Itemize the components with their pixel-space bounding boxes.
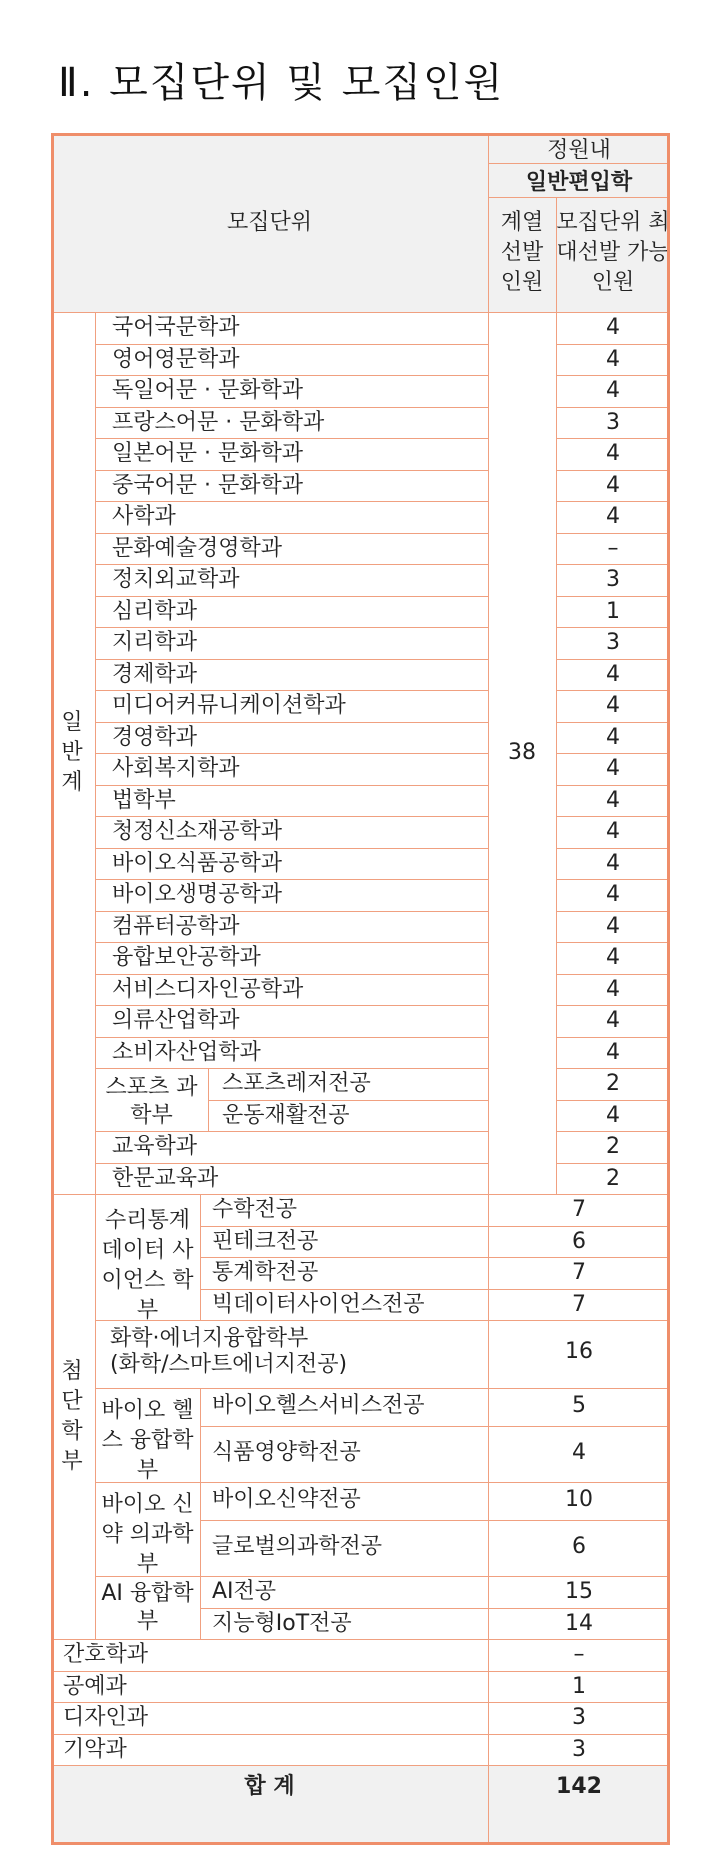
grid-line <box>200 1289 670 1290</box>
dept-name: 경영학과 <box>112 724 198 750</box>
grid-line <box>556 753 670 754</box>
dept-max: 3 <box>606 567 620 592</box>
dept-max: 4 <box>606 976 620 1002</box>
advanced-group-label: 첨단학부 <box>61 1358 83 1474</box>
major-name: 글로벌의과학전공 <box>212 1534 383 1559</box>
grid-line <box>95 848 488 849</box>
grid-line <box>200 1226 670 1227</box>
bio-health-label: 바이오 헬스 융합학부 <box>101 1398 194 1483</box>
dept-max: 4 <box>606 724 620 750</box>
grid-line <box>95 344 488 345</box>
major-count: 14 <box>565 1610 593 1636</box>
major-name: 지능형IoT전공 <box>212 1610 352 1636</box>
grid-line <box>200 1576 201 1639</box>
grid-line <box>95 659 488 660</box>
grid-line <box>95 438 488 439</box>
dept-max: 2 <box>606 1071 620 1096</box>
grid-line <box>556 438 670 439</box>
dept-name: 서비스디자인공학과 <box>112 976 304 1002</box>
dept-name: 소비자산업학과 <box>112 1039 261 1065</box>
grid-line <box>95 816 488 817</box>
dept-name: 한문교육과 <box>112 1165 219 1191</box>
major-count: 6 <box>572 1534 586 1559</box>
grid-line <box>51 1765 670 1766</box>
grid-line <box>200 1608 670 1609</box>
dept-max: 3 <box>606 409 620 435</box>
chem-name-line2: (화학/스마트에너지전공) <box>110 1352 348 1377</box>
grid-line <box>556 470 670 471</box>
dept-max: 4 <box>606 945 620 970</box>
dept-max: 4 <box>606 504 620 529</box>
general-total: 38 <box>508 740 536 765</box>
grid-line <box>556 407 670 408</box>
grid-line <box>51 1671 670 1672</box>
dept-name: 사학과 <box>112 504 176 529</box>
major-name: 통계학전공 <box>212 1260 319 1285</box>
dept-max: 4 <box>606 661 620 687</box>
grid-line <box>556 533 670 534</box>
chem-count: 16 <box>565 1339 593 1364</box>
dept-name: 기악과 <box>63 1736 127 1762</box>
grid-line <box>95 1005 488 1006</box>
major-name: 바이오헬스서비스전공 <box>212 1393 425 1418</box>
dept-max: 4 <box>606 1102 620 1128</box>
grid-line <box>556 1100 670 1101</box>
grid-line <box>488 197 670 198</box>
grid-line <box>95 1194 96 1639</box>
grid-line <box>95 501 488 502</box>
grid-line <box>556 690 670 691</box>
dept-max: 1 <box>606 598 620 624</box>
grid-line <box>95 470 488 471</box>
dept-name: 지리학과 <box>112 630 198 655</box>
grid-line <box>200 1520 670 1521</box>
grid-line <box>51 1194 670 1195</box>
dept-name: 융합보안공학과 <box>112 945 261 970</box>
major-count: 7 <box>572 1260 586 1285</box>
grid-line <box>200 1257 670 1258</box>
dept-max: 4 <box>606 882 620 907</box>
dept-name: 디자인과 <box>63 1705 149 1730</box>
dept-name: 프랑스어문 · 문화학과 <box>112 409 325 435</box>
grid-line <box>200 1388 201 1482</box>
grid-line <box>95 974 488 975</box>
grid-line <box>95 312 96 1194</box>
dept-name: 교육학과 <box>112 1134 198 1159</box>
major-count: 5 <box>572 1393 586 1418</box>
major-count: 7 <box>572 1197 586 1222</box>
grid-line <box>556 501 670 502</box>
grid-line <box>51 1639 670 1640</box>
dept-name: 운동재활전공 <box>222 1102 350 1128</box>
header-quota-in: 정원내 <box>547 138 611 163</box>
dept-name: 사회복지학과 <box>112 756 240 781</box>
grid-line <box>556 312 557 1194</box>
dept-name: 일본어문 · 문화학과 <box>112 441 303 466</box>
dept-max: 4 <box>606 315 620 340</box>
dept-name: 문화예술경영학과 <box>112 535 283 561</box>
grid-line <box>95 722 488 723</box>
grid-line <box>556 596 670 597</box>
grid-line <box>95 785 488 786</box>
dept-count: 3 <box>572 1736 586 1762</box>
grid-line <box>556 911 670 912</box>
grid-line <box>208 1068 209 1131</box>
dept-name: 법학부 <box>112 787 176 813</box>
grid-line <box>200 1482 201 1576</box>
grid-line <box>95 753 488 754</box>
grid-line <box>208 1100 488 1101</box>
dept-name: 바이오생명공학과 <box>112 882 283 907</box>
major-name: 빅데이터사이언스전공 <box>212 1291 425 1317</box>
major-count: 6 <box>572 1228 586 1254</box>
major-count: 15 <box>565 1579 593 1604</box>
major-count: 4 <box>572 1440 586 1465</box>
grid-line <box>556 785 670 786</box>
sports-school-label: 스포츠 과학부 <box>105 1075 198 1128</box>
dept-name: 국어국문학과 <box>112 315 240 340</box>
grid-line <box>556 722 670 723</box>
dept-max: 2 <box>606 1134 620 1159</box>
dept-name: 공예과 <box>63 1673 127 1699</box>
grid-line <box>556 375 670 376</box>
dept-max: 4 <box>606 693 620 718</box>
total-label: 합 계 <box>244 1774 295 1799</box>
grid-line <box>556 344 670 345</box>
dept-max: 4 <box>606 756 620 781</box>
major-count: 7 <box>572 1291 586 1317</box>
grid-line <box>95 1037 488 1038</box>
grid-line <box>95 690 488 691</box>
grid-line <box>556 1163 670 1164</box>
dept-name: 청정신소재공학과 <box>112 819 283 844</box>
general-group-label: 일반계 <box>61 710 83 795</box>
dept-name: 중국어문 · 문화학과 <box>112 472 303 498</box>
dept-name: 스포츠레저전공 <box>222 1071 371 1096</box>
dept-count: 3 <box>572 1705 586 1730</box>
major-name: 핀테크전공 <box>212 1228 319 1254</box>
dept-max: 3 <box>606 630 620 655</box>
grid-line <box>51 1702 670 1703</box>
grid-line <box>95 879 488 880</box>
grid-line <box>95 533 488 534</box>
grid-line <box>51 312 670 313</box>
dept-name: 독일어문 · 문화학과 <box>112 378 303 403</box>
dept-name: 경제학과 <box>112 661 198 687</box>
grid-line <box>556 942 670 943</box>
chem-name-line1: 화학·에너지융합학부 <box>110 1326 309 1351</box>
dept-max: 2 <box>606 1165 620 1191</box>
grid-line <box>95 627 488 628</box>
header-general-transfer: 일반편입학 <box>525 170 633 195</box>
grid-line <box>200 1426 670 1427</box>
grid-line <box>200 1194 201 1320</box>
grid-line <box>556 1131 670 1132</box>
dept-max: 4 <box>606 850 620 876</box>
dept-name: 간호학과 <box>63 1642 149 1667</box>
grid-line <box>95 564 488 565</box>
major-count: 10 <box>565 1487 593 1512</box>
dept-max: 4 <box>606 913 620 939</box>
header-track-quota: 계열 선발 인원 <box>500 210 544 295</box>
dept-max: 4 <box>606 1039 620 1065</box>
grid-line <box>556 1068 670 1069</box>
grid-line <box>95 1388 670 1389</box>
grid-line <box>556 564 670 565</box>
dept-name: 바이오식품공학과 <box>112 850 283 876</box>
bio-pharma-label: 바이오 신약 의과학부 <box>101 1492 194 1577</box>
total-value: 142 <box>556 1774 602 1799</box>
dept-max: 4 <box>606 1008 620 1033</box>
page-title: Ⅱ. 모집단위 및 모집인원 <box>58 60 505 106</box>
ai-school-label: AI 융합학부 <box>101 1581 194 1634</box>
dept-name: 정치외교학과 <box>112 567 240 592</box>
grid-line <box>556 879 670 880</box>
dept-max: – <box>607 535 619 561</box>
dept-name: 영어영문학과 <box>112 346 240 372</box>
dept-name: 심리학과 <box>112 598 198 624</box>
grid-line <box>95 911 488 912</box>
major-name: 수학전공 <box>212 1197 298 1222</box>
dept-max: 4 <box>606 378 620 403</box>
math-school-label: 수리통계 데이터 사이언스 학부 <box>101 1208 194 1323</box>
dept-max: 4 <box>606 819 620 844</box>
major-name: AI전공 <box>212 1579 277 1604</box>
major-name: 바이오신약전공 <box>212 1487 361 1512</box>
dept-max: 4 <box>606 346 620 372</box>
dept-count: – <box>573 1642 585 1667</box>
grid-line <box>95 596 488 597</box>
grid-line <box>556 974 670 975</box>
dept-name: 컴퓨터공학과 <box>112 913 240 939</box>
dept-count: 1 <box>572 1673 586 1699</box>
header-unit: 모집단위 <box>226 210 312 235</box>
dept-name: 의류산업학과 <box>112 1008 240 1033</box>
grid-line <box>95 1163 488 1164</box>
grid-line <box>488 1194 489 1639</box>
grid-line <box>556 659 670 660</box>
dept-name: 미디어커뮤니케이션학과 <box>112 693 346 718</box>
grid-line <box>95 1131 488 1132</box>
grid-line <box>95 407 488 408</box>
grid-line <box>556 1005 670 1006</box>
dept-max: 4 <box>606 472 620 498</box>
grid-line <box>556 816 670 817</box>
grid-line <box>488 1639 489 1845</box>
major-name: 식품영양학전공 <box>212 1440 361 1465</box>
grid-line <box>51 1734 670 1735</box>
grid-line <box>95 1068 488 1069</box>
grid-line <box>556 848 670 849</box>
grid-line <box>556 627 670 628</box>
dept-max: 4 <box>606 787 620 813</box>
header-max-unit: 모집단위 최대선발 가능인원 <box>556 210 670 295</box>
grid-line <box>556 1037 670 1038</box>
grid-line <box>95 375 488 376</box>
dept-max: 4 <box>606 441 620 466</box>
grid-line <box>95 942 488 943</box>
